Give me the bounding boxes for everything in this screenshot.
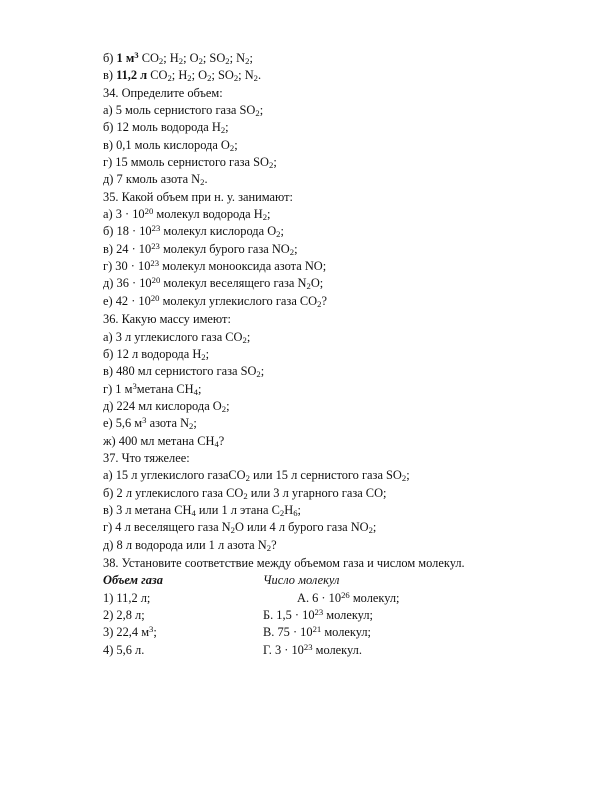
q34-item-v: в) 0,1 моль кислорода $O_2$; — [103, 137, 238, 153]
q36-item-g: г) 1 $м^3метана$ $CH_4$; — [103, 380, 202, 397]
q38-header-right: Число молекул — [263, 573, 340, 588]
q35-item-e: е) $42 \cdot 10^{20}$ молекул углекислого газа $CO_2$? — [103, 292, 327, 309]
q34-title: 34. Определите объем: — [103, 85, 223, 100]
q34-item-d: д) 7 кмоль азота $N_2$. — [103, 172, 208, 188]
q34-item-b: б) 12 моль водорода $H_2$; — [103, 120, 229, 136]
q34-item-a: а) 5 моль сернистого газа $SO_2$; — [103, 103, 264, 119]
q36-item-d: д) 224 мл кислорода $O_2$; — [103, 398, 230, 415]
q36-item-a: а) 3 л углекислого газа $CO_2$; — [103, 329, 251, 345]
q35-item-d: д) $36 \cdot 10^{20}$ молекул веселящего газа $N_2O$; — [103, 275, 324, 292]
q33-item-v: в) 11,2 л $CO_2$; $H_2$; $O_2$; $SO_2$; $N_2$. — [103, 68, 262, 84]
q37-item-a: а) 15 л углекислого газаCO$_2$ или 15 л сернистого газа $SO_2$; — [103, 468, 410, 484]
document-content — [103, 50, 523, 659]
q38-header-left: Объем газа — [103, 573, 163, 588]
q34-item-g: г) 15 ммоль сернистого газа $SO_2$; — [103, 155, 277, 171]
q38-title: 38. Установите соответствие между объемом газа и числом молекул. — [103, 555, 465, 570]
q37-item-d: д) 8 л водорода или 1 л азота $N_2$? — [103, 537, 277, 553]
q37-item-g: г) 4 л веселящего газа $N_2O$ или 4 л бурого газа $NO_2$; — [103, 520, 377, 536]
q37-title: 37. Что тяжелее: — [103, 450, 190, 465]
q36-item-b: б) 12 л водорода $H_2$; — [103, 346, 210, 362]
q35-item-a: а) $3 \cdot 10^{20}$ молекул водорода $H_2$; — [103, 206, 271, 223]
q36-title: 36. Какую массу имеют: — [103, 312, 231, 327]
q35-item-v: в) $24 \cdot 10^{23}$ молекул бурого газа $NO_2$; — [103, 240, 298, 257]
q35-item-g: г) $30 \cdot 10^{23}$ молекул монооксида азота NO; — [103, 258, 327, 274]
q38-row: 3) 22,4 $м^3$; В. $75 \cdot 10^{21}$ молекул; — [103, 624, 371, 640]
q37-item-v: в) 3 л метана $CH_4$ или 1 л этана $C_2H_6$; — [103, 502, 301, 519]
q35-item-b: б) $18 \cdot 10^{23}$ молекул кислорода $O_2$; — [103, 223, 284, 240]
q36-item-e: е) 5,6 $м^3$ азота $N_2$; — [103, 415, 197, 432]
q38-header-row — [103, 572, 523, 589]
q38-row: 2) 2,8 л; Б. $1,5 \cdot 10^{23}$ молекул; — [103, 607, 373, 622]
q33-item-b: б) 1 $м^3$ $CO_2$; $H_2$; $O_2$; $SO_2$; $N_2$; — [103, 50, 253, 67]
q35-title: 35. Какой объем при н. у. занимают: — [103, 189, 293, 204]
q38-row: 1) 11,2 л; А. $6 \cdot 10^{26}$ молекул; — [103, 589, 400, 605]
q36-item-v: в) 480 мл сернистого газа $SO_2$; — [103, 364, 265, 380]
q36-item-zh: ж) 400 мл метана $CH_4$? — [103, 433, 225, 449]
q38-row: 4) 5,6 л. Г. $3 \cdot 10^{23}$ молекул. — [103, 641, 362, 657]
q37-item-b: б) 2 л углекислого газа $CO_2$ или 3 л угарного газа CO; — [103, 485, 387, 501]
